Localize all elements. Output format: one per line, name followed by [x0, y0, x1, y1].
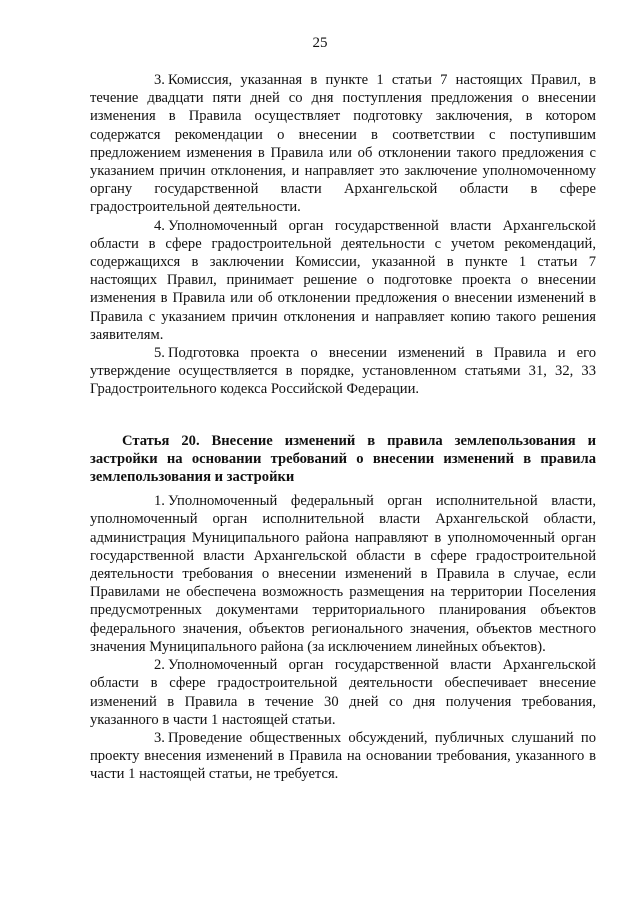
paragraph-number: 2.	[154, 657, 165, 674]
document-body	[90, 71, 596, 784]
paragraph-text: Уполномоченный орган государственной власти Архангельской области в сфере градостроительной деятельности с учетом рекомендаций, содержащихся в заключении Комиссии, указанной в пункте 1 статьи 7 настоящих Правил, принимает решение о подготовке проекта о внесении изменения в Правила или об отклонении предложения о внесении изменений в Правила с указанием причин отклонения и направляет копию такого решения заявителям.	[90, 217, 596, 343]
paragraph-4	[90, 217, 596, 344]
paragraph-number: 4.	[154, 217, 165, 234]
paragraph-text: Проведение общественных обсуждений, публичных слушаний по проекту внесения изменений в Правила на основании требования, указанного в части 1 настоящей статьи, не требуется.	[90, 729, 596, 783]
paragraph-number: 5.	[154, 345, 165, 362]
article-title: Статья 20. Внесение изменений в правила землепользования и застройки на основании требований о внесении изменений в правила землепользования и застройки	[90, 432, 596, 486]
article-paragraph-3	[90, 729, 596, 784]
paragraph-3	[90, 71, 596, 217]
paragraph-text: Уполномоченный орган государственной власти Архангельской области в сфере градостроительной деятельности обеспечивает внесение изменений в Правила в течение 30 дней со дня получения требования, указанного в части 1 настоящей статьи.	[90, 657, 596, 728]
article-paragraph-1	[90, 492, 596, 656]
paragraph-text: Уполномоченный федеральный орган исполнительной власти, уполномоченный орган исполнительной власти Архангельской области, администрация Муниципального района направляют в уполномоченный орган государственной власти Архангельской области в сфере градостроительной деятельности требования о внесении изменений в Правила в случае, если Правилами не обеспечена возможность размещения на территории Поселения предусмотренных документами территориального планирования объектов федерального значения, объектов регионального значения, объектов местного значения Муниципального района (за исключением линейных объектов).	[90, 493, 596, 655]
page-number: 25	[312, 35, 328, 51]
article-paragraph-2	[90, 656, 596, 729]
section-spacer	[90, 399, 596, 432]
paragraph-number: 3.	[154, 72, 165, 88]
paragraph-text: Комиссия, указанная в пункте 1 статьи 7 настоящих Правил, в течение двадцати пяти дней со дня поступления предложения о внесении изменения в Правила осуществляет подготовку заключения, в котором содержатся рекомендации о внесении в соответствии с поступившим предложением изменения в Правила или об отклонении такого предложения с указанием причин отклонения, и направляет это заключение уполномоченному органу государственной власти Архангельской области в сфере градостроительной деятельности.	[90, 72, 596, 216]
paragraph-number: 3.	[154, 729, 165, 746]
paragraph-5	[90, 344, 596, 399]
paragraph-text: Подготовка проекта о внесении изменений в Правила и его утверждение осуществляется в порядке, установленном статьями 31, 32, 33 Градостроительного кодекса Российской Федерации.	[90, 345, 596, 398]
paragraph-number: 1.	[154, 493, 165, 510]
